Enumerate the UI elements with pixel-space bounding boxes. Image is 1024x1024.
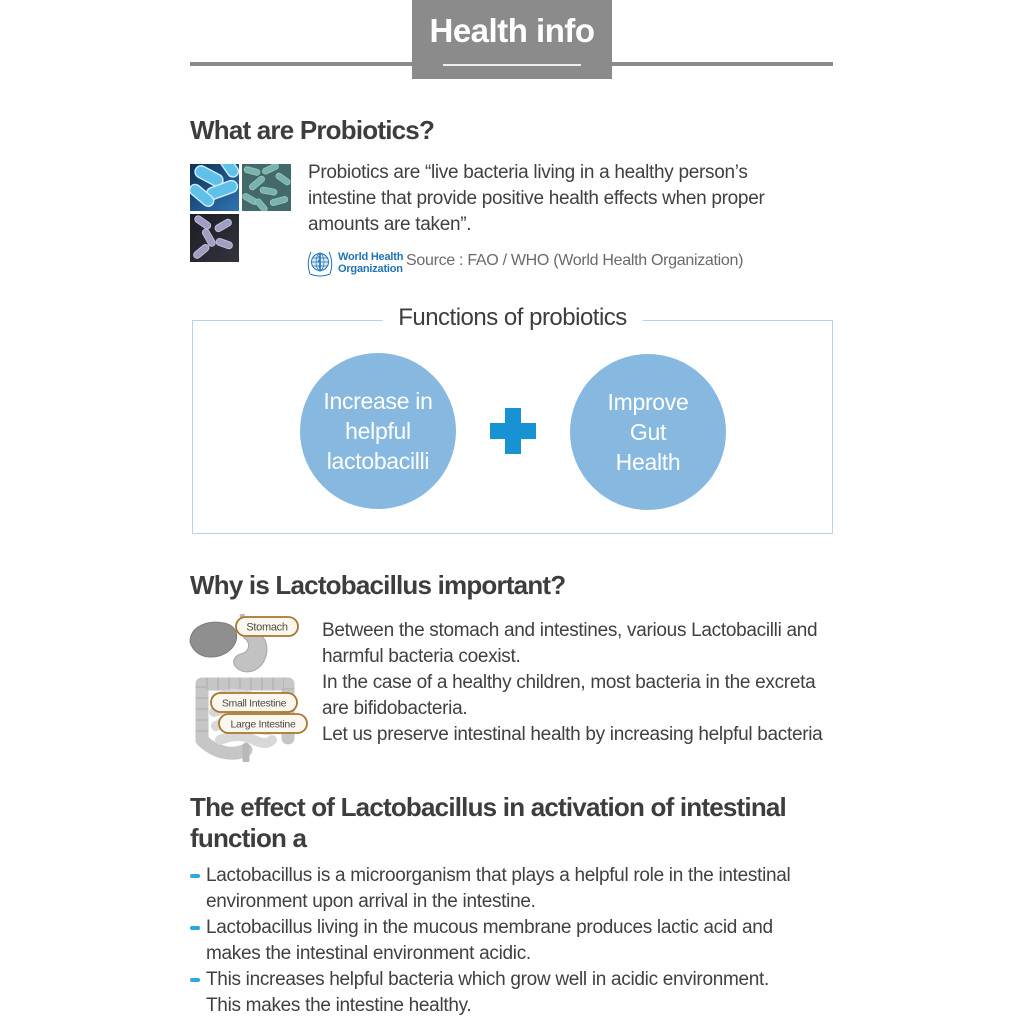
who-logo-icon [306,249,334,277]
circle-text-line: Gut [629,419,667,445]
label-large-intestine: Large Intestine [230,718,296,731]
plus-icon [490,408,536,454]
bullet-dash-icon [190,874,200,878]
text-line: This makes the intestine healthy. [206,995,472,1016]
text-line: Lactobacillus is a microorganism that plays a helpful role in the intestinal [206,865,791,886]
blue-bacteria-image [190,164,239,211]
text-line: In the case of a healthy children, most bacteria in the excreta [322,672,816,693]
text-line: Between the stomach and intestines, various Lactobacilli and [322,620,818,641]
digestive-system-diagram [186,612,314,762]
functions-box [192,304,833,534]
circle-text-line: Improve [607,389,689,415]
functions-title: Functions of probiotics [382,304,643,332]
circle-text-line: Increase in [323,388,433,414]
functions-circle-increase [300,353,456,509]
circle-text-line: lactobacilli [326,448,430,474]
heading-line: The effect of Lactobacillus in activation of intestinal [190,792,786,822]
purple-bacteria-image [190,214,239,262]
source-text: Source : FAO / WHO (World Health Organization) [406,252,744,269]
text-line: Let us preserve intestinal health by increasing helpful bacteria [322,724,823,745]
text-line: Lactobacillus living in the mucous membrane produces lactic acid and [206,917,773,938]
effect-bullet-list [190,863,790,1019]
label-small-intestine: Small Intestine [221,697,287,710]
what-paragraph [308,160,765,238]
who-logo-text [338,251,403,275]
circle-text-line: helpful [345,418,411,444]
what-heading: What are Probiotics? [190,115,435,145]
bullet-dash-icon [190,978,200,982]
who-text-line: Organization [338,263,403,275]
teal-bacteria-image [242,164,291,211]
page-title: Health info [429,12,595,49]
bullet-dash-icon [190,926,200,930]
text-line: This increases helpful bacteria which grow well in acidic environment. [206,969,769,990]
bullet-item [190,967,790,1019]
bullet-item [190,863,790,915]
effect-heading [190,792,786,854]
functions-circle-improve [570,354,726,510]
text-line: amounts are taken”. [308,214,472,235]
text-line: are bifidobacteria. [322,698,468,719]
text-line: harmful bacteria coexist. [322,646,521,667]
heading-line: function a [190,823,307,853]
why-paragraphs [322,618,822,748]
why-heading: Why is Lactobacillus important? [190,570,566,600]
header-banner [412,0,612,79]
text-line: makes the intestinal environment acidic. [206,943,531,964]
text-line: environment upon arrival in the intestine. [206,891,536,912]
who-text-line: World Health [338,251,404,263]
text-line: Probiotics are “live bacteria living in a healthy person’s [308,162,748,183]
label-stomach: Stomach [246,621,288,634]
bullet-item [190,915,790,967]
circle-text-line: Health [615,449,681,475]
banner-underline [443,64,581,66]
text-line: intestine that provide positive health effects when proper [308,188,765,209]
